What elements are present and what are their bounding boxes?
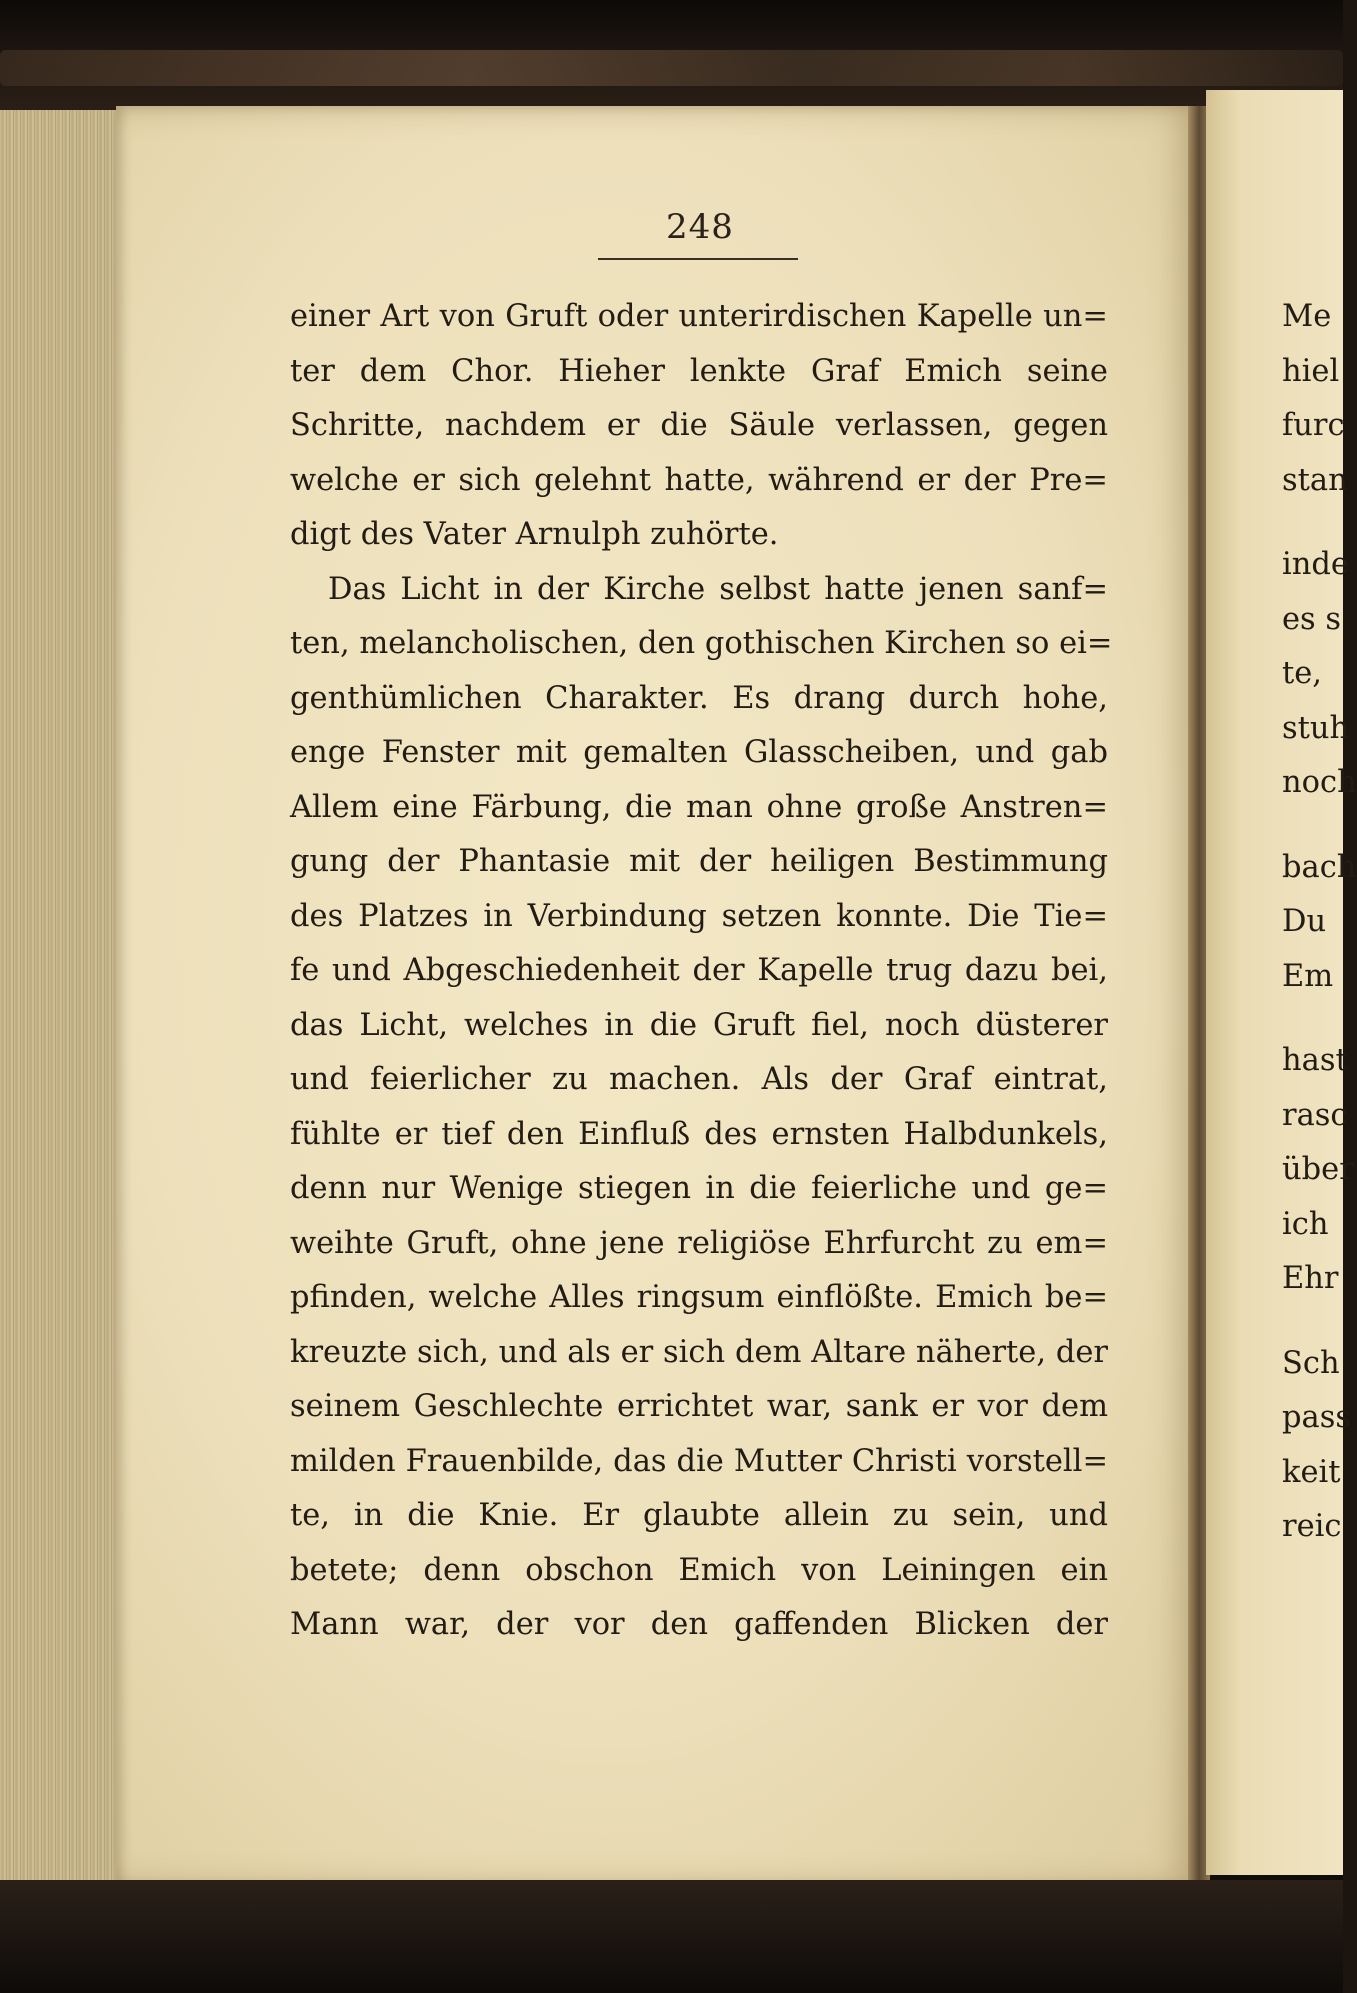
text-line: ten, melancholischen, den gothischen Kirchen so ei=	[290, 626, 1113, 661]
paragraph-gap	[1282, 811, 1343, 841]
text-line: enge Fenster mit gemalten Glasscheiben, und gab	[290, 735, 1108, 770]
text-line: pfinden, welche Alles ringsum einflößte. Emich be=	[290, 1280, 1108, 1315]
text-line: ich	[1282, 1206, 1329, 1242]
text-line: fühlte er tief den Einfluß des ernsten Halbdunkels,	[290, 1116, 1108, 1152]
paragraph-gap	[1282, 508, 1343, 538]
book-bottom-edge	[0, 1880, 1343, 1993]
text-line: reic	[1282, 1509, 1342, 1544]
text-line: ter dem Chor. Hieher lenkte Graf Emich seine	[290, 353, 1108, 389]
text-line: gung der Phantasie mit der heiligen Bestimmung	[290, 844, 1108, 879]
text-line: betete; denn obschon Emich von Leiningen ein	[290, 1552, 1108, 1588]
text-line: das Licht, welches in die Gruft fiel, noch düsterer	[290, 1007, 1108, 1043]
text-line: welche er sich gelehnt hatte, während er der Pre=	[290, 462, 1108, 498]
text-line: denn nur Wenige stiegen in die feierliche und ge=	[290, 1171, 1108, 1206]
text-line: Schritte, nachdem er die Säule verlassen, gegen	[290, 408, 1108, 443]
text-line: keit	[1282, 1454, 1341, 1490]
text-line: weihte Gruft, ohne jene religiöse Ehrfurcht zu em=	[290, 1225, 1108, 1261]
text-line: es s	[1282, 601, 1342, 637]
text-line: Sch	[1282, 1345, 1340, 1381]
text-line: seinem Geschlechte errichtet war, sank er vor dem	[290, 1389, 1108, 1424]
book-spine-band	[0, 50, 1343, 86]
right-page-text	[1282, 290, 1357, 1555]
text-line: Mann war, der vor den gaffenden Blicken der	[290, 1607, 1108, 1642]
text-line: fe und Abgeschiedenheit der Kapelle trug dazu bei,	[290, 953, 1108, 988]
text-line: milden Frauenbilde, das die Mutter Christi vorstell=	[290, 1443, 1108, 1479]
text-line: Das Licht in der Kirche selbst hatte jenen sanf=	[328, 571, 1108, 607]
page-number: 248	[666, 207, 734, 247]
text-line: stuh	[1282, 710, 1350, 746]
text-line: kreuzte sich, und als er sich dem Altare näherte, der	[290, 1334, 1108, 1370]
text-line: te,	[1282, 656, 1323, 691]
page-number-rule	[598, 258, 798, 260]
text-line: Ehr	[1282, 1261, 1339, 1296]
text-line: des Platzes in Verbindung setzen konnte. Die Tie=	[290, 898, 1108, 934]
text-line: digt des Vater Arnulph zuhörte.	[290, 517, 779, 552]
text-line: hiel	[1282, 353, 1340, 389]
text-line: pass	[1282, 1400, 1352, 1435]
paragraph-gap	[1282, 1004, 1343, 1034]
text-line: hast	[1282, 1043, 1348, 1078]
paragraph-gap	[1282, 1307, 1343, 1337]
text-line: Du	[1282, 904, 1327, 939]
text-line: furc	[1282, 408, 1345, 443]
text-line: genthümlichen Charakter. Es drang durch hohe,	[290, 680, 1108, 716]
text-line: inde	[1282, 547, 1349, 582]
text-line: Me	[1282, 299, 1332, 334]
text-line: und feierlicher zu machen. Als der Graf eintrat,	[290, 1062, 1108, 1097]
text-line: rasc	[1282, 1097, 1348, 1133]
page-edges-stack	[0, 110, 120, 1885]
text-line: Em	[1282, 958, 1334, 994]
text-line: noch	[1282, 765, 1357, 800]
left-page-text	[290, 290, 1113, 1653]
text-line: einer Art von Gruft oder unterirdischen Kapelle un=	[290, 299, 1108, 334]
text-line: Allem eine Färbung, die man ohne große Anstren=	[290, 789, 1108, 825]
text-line: stan	[1282, 462, 1348, 498]
text-line: über	[1282, 1152, 1354, 1187]
text-line: bach	[1282, 849, 1357, 885]
text-line: te, in die Knie. Er glaubte allein zu sein, und	[290, 1498, 1108, 1533]
